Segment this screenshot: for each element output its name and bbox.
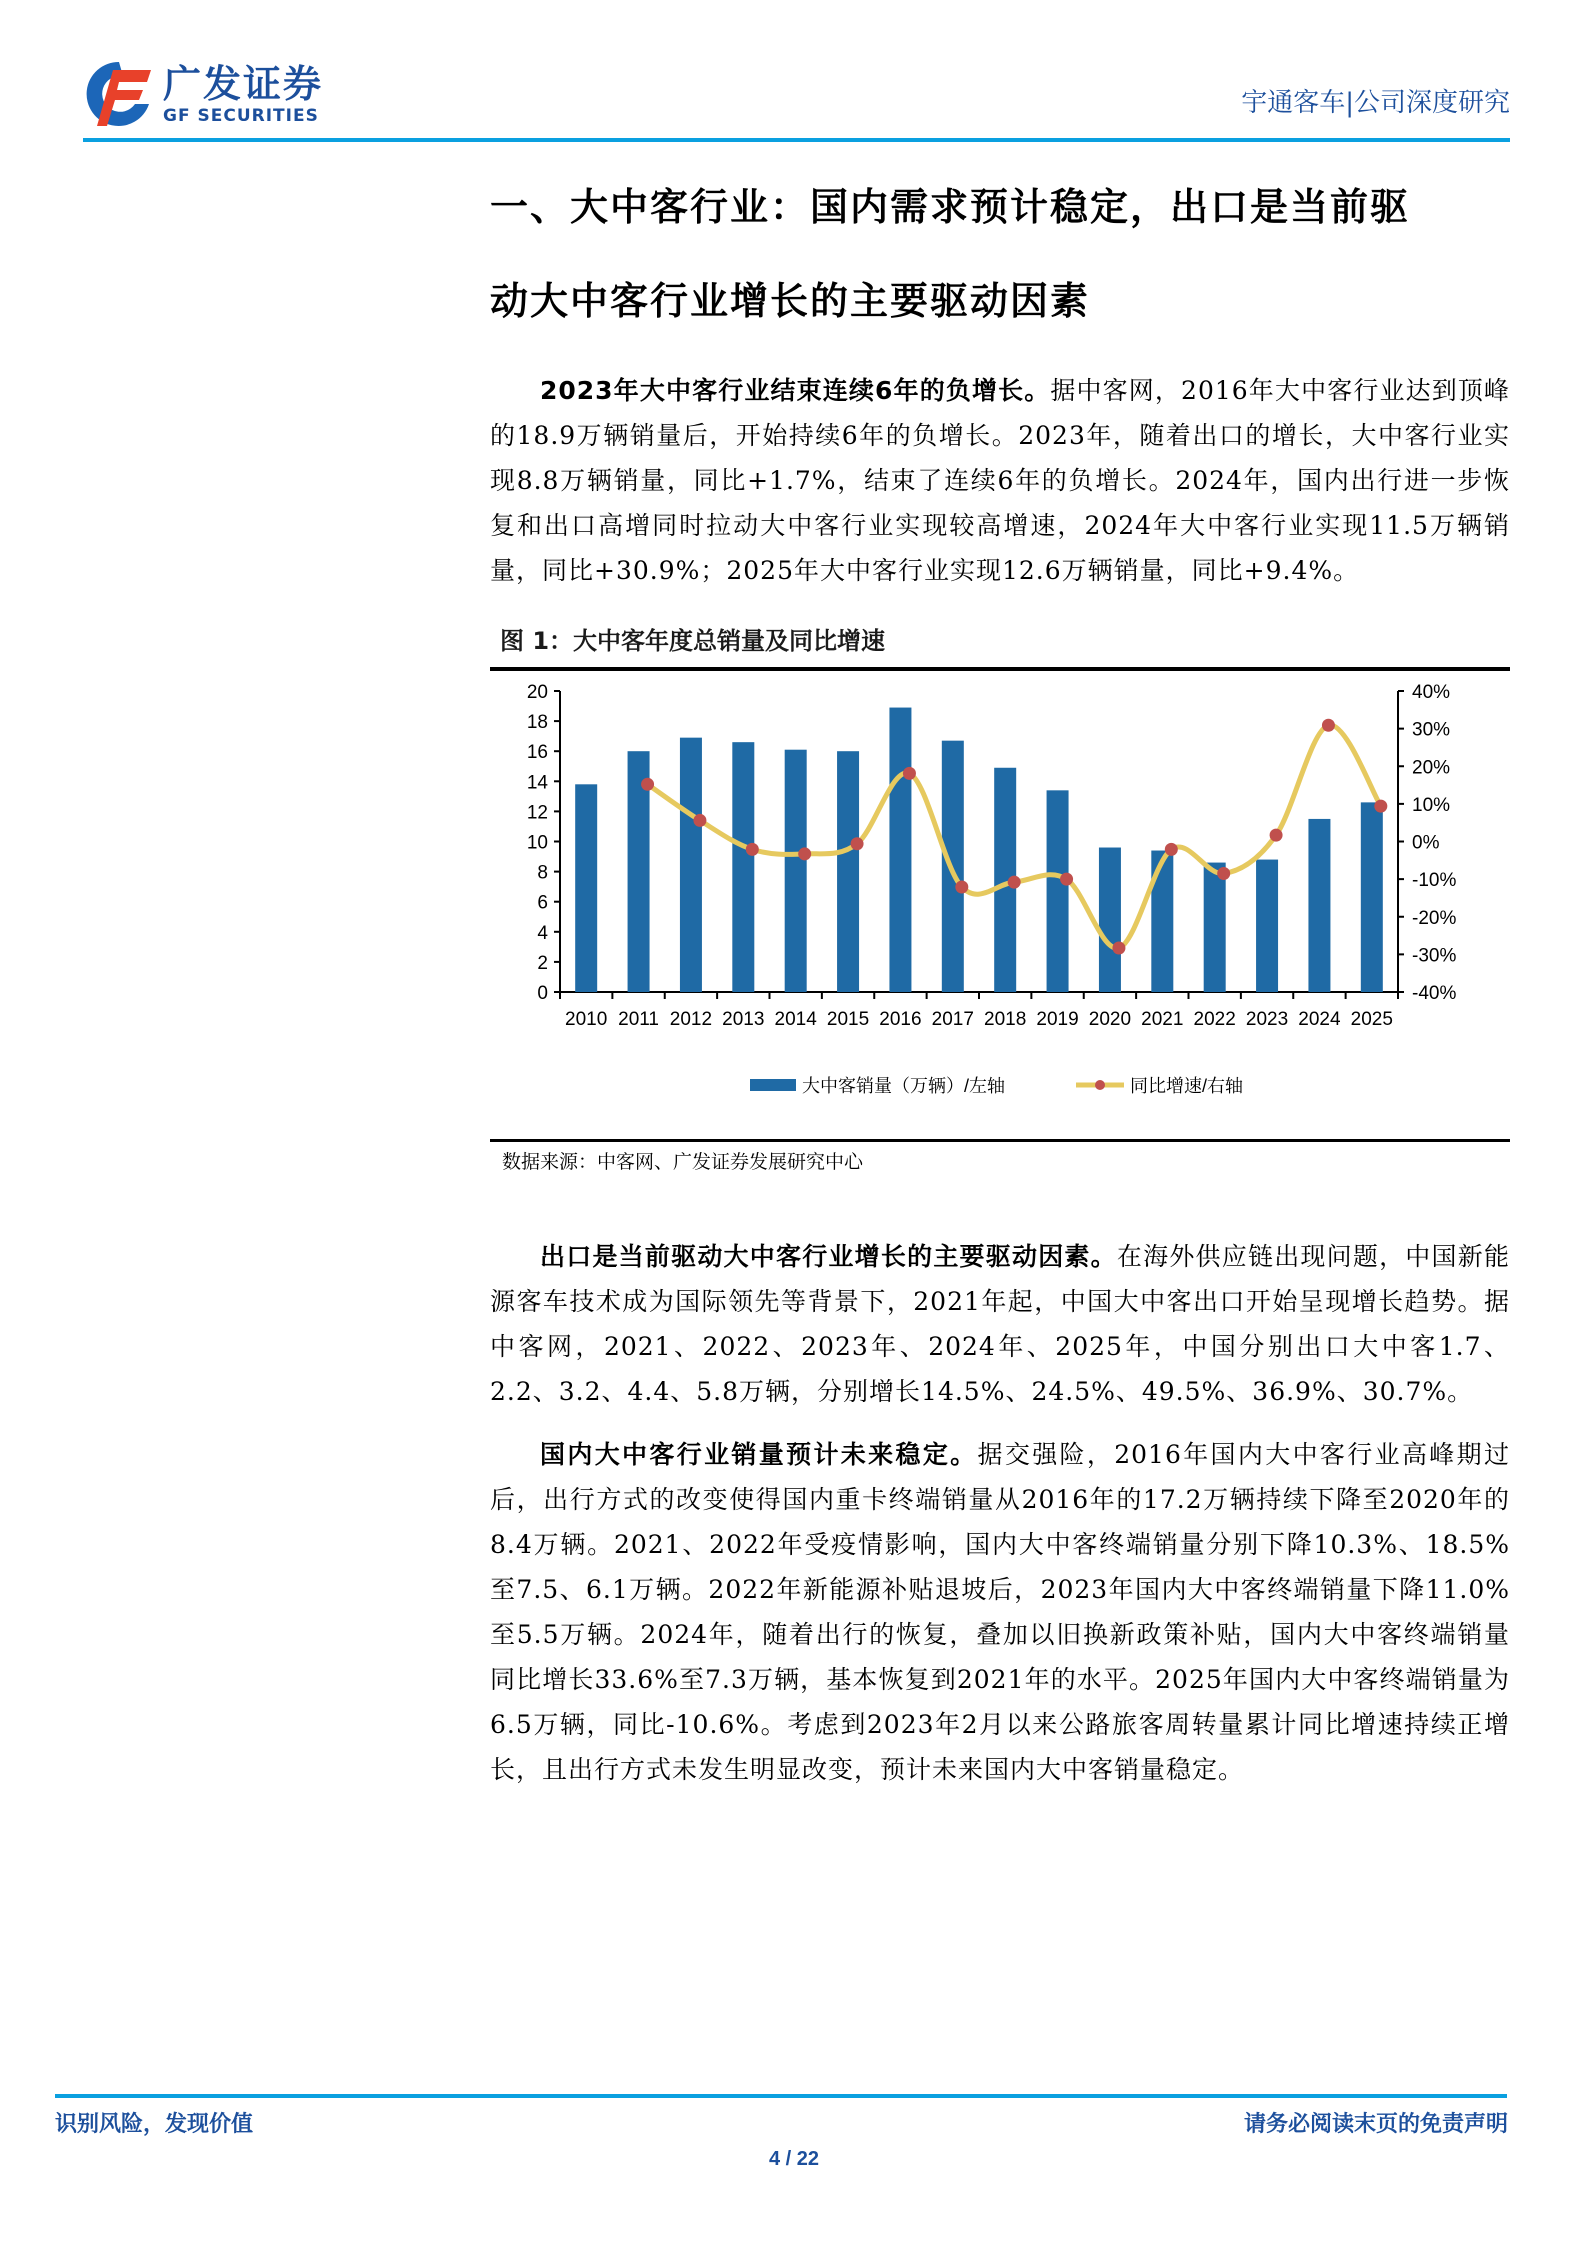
bar-sales <box>1361 802 1383 992</box>
growth-marker <box>1322 719 1335 732</box>
right-axis-tick: -40% <box>1412 983 1457 1004</box>
paragraph-body: 据中客网，2016年大中客行业达到顶峰的18.9万辆销量后，开始持续6年的负增长。2023年，随着出口的增长，大中客行业实现8.8万辆销量，同比+1.7%，结束了连续6年的负增长。2024年，国内出行进一步恢复和出口高增同时拉动大中客行业实现较高增速，2024年大中客行业实现11.5万辆销量，同比+30.9%；2025年大中客行业实现12.6万辆销量，同比+9.4%。 <box>490 376 1510 585</box>
bar-sales <box>889 708 911 992</box>
x-axis-tick: 2018 <box>984 1009 1027 1030</box>
growth-marker <box>1165 843 1178 856</box>
bar-sales <box>1256 860 1278 992</box>
header-divider <box>83 138 1510 142</box>
left-axis-tick: 18 <box>526 712 548 734</box>
right-axis-tick: 0% <box>1412 832 1440 854</box>
growth-marker <box>955 881 968 894</box>
growth-marker <box>903 767 916 780</box>
growth-marker <box>746 843 759 856</box>
left-axis-tick: 4 <box>537 922 548 944</box>
growth-marker <box>1270 829 1283 842</box>
growth-marker <box>1060 873 1073 886</box>
footer-divider <box>55 2094 1507 2098</box>
left-axis-tick: 14 <box>526 772 548 794</box>
growth-marker <box>798 847 811 860</box>
paragraph-lead: 出口是当前驱动大中客行业增长的主要驱动因素。 <box>540 1242 1117 1271</box>
left-axis-tick: 10 <box>526 832 548 854</box>
left-axis-tick: 20 <box>526 682 548 703</box>
x-axis-tick: 2022 <box>1193 1009 1236 1030</box>
x-axis-tick: 2012 <box>669 1009 713 1030</box>
growth-marker <box>1217 867 1230 880</box>
gf-securities-logo <box>83 58 323 130</box>
growth-marker <box>1112 941 1125 954</box>
left-axis-tick: 8 <box>537 862 548 884</box>
section-title-line2: 动大中客行业增长的主要驱动因素 <box>490 278 1091 323</box>
gf-logo-icon <box>83 58 155 130</box>
x-axis-tick: 2014 <box>774 1009 817 1030</box>
footer-slogan: 识别风险，发现价值 <box>55 2112 254 2137</box>
legend-line-label: 同比增速/右轴 <box>1130 1076 1244 1096</box>
figure-title: 图 1：大中客年度总销量及同比增速 <box>500 627 886 655</box>
paragraph-industry-recovery <box>490 368 1510 593</box>
chart-canvas <box>490 671 1510 1139</box>
right-axis-tick: 20% <box>1412 757 1451 779</box>
report-label: 宇通客车|公司深度研究 <box>1241 88 1510 118</box>
right-axis-tick: -30% <box>1412 945 1457 967</box>
page-header <box>83 52 1510 132</box>
left-axis-tick: 0 <box>537 983 548 1004</box>
left-axis-tick: 6 <box>537 892 548 914</box>
growth-marker <box>1008 876 1021 889</box>
right-axis-tick: 10% <box>1412 794 1451 816</box>
bar-sales <box>1204 863 1226 992</box>
paragraph-export-driver <box>490 1234 1510 1414</box>
x-axis-tick: 2025 <box>1350 1009 1393 1030</box>
x-axis-tick: 2020 <box>1088 1009 1132 1030</box>
legend-bar-label: 大中客销量（万辆）/左轴 <box>802 1076 1005 1096</box>
bar-sales <box>1047 790 1069 992</box>
footer-disclaimer-link[interactable]: 请务必阅读末页的免责声明 <box>1243 2112 1508 2137</box>
right-axis-tick: -20% <box>1412 907 1457 929</box>
growth-marker <box>693 814 706 827</box>
bar-sales <box>732 742 754 992</box>
growth-marker <box>641 778 654 791</box>
x-axis-tick: 2010 <box>565 1009 608 1030</box>
figure-source: 数据来源：中客网、广发证券发展研究中心 <box>502 1151 864 1173</box>
paragraph-lead: 2023年大中客行业结束连续6年的负增长。 <box>540 376 1051 405</box>
x-axis-tick: 2011 <box>618 1009 659 1030</box>
left-axis-tick: 12 <box>526 802 548 824</box>
growth-marker <box>851 837 864 850</box>
main-content <box>490 160 1510 1792</box>
section-title <box>490 160 1510 348</box>
x-axis-tick: 2017 <box>931 1009 974 1030</box>
right-axis-tick: 30% <box>1412 719 1451 741</box>
bar-sales <box>1099 848 1121 992</box>
paragraph-lead: 国内大中客行业销量预计未来稳定。 <box>540 1440 978 1469</box>
section-title-line1: 一、大中客行业：国内需求预计稳定，出口是当前驱 <box>490 184 1411 229</box>
growth-marker <box>1374 800 1387 813</box>
paragraph-domestic-stable <box>490 1432 1510 1792</box>
x-axis-tick: 2015 <box>826 1009 870 1030</box>
bar-sales <box>785 750 807 992</box>
page-number: 4 / 22 <box>768 2148 820 2170</box>
paragraph-body: 据交强险，2016年国内大中客行业高峰期过后，出行方式的改变使得国内重卡终端销量从2016年的17.2万辆持续下降至2020年的8.4万辆。2021、2022年受疫情影响，国内大中客终端销量分别下降10.3%、18.5%至7.5、6.1万辆。2022年新能源补贴退坡后，2023年国内大中客终端销量下降11.0%至5.5万辆。2024年，随着出行的恢复，叠加以旧换新政策补贴，国内大中客终端销量同比增长33.6%至7.3万辆，基本恢复到2021年的水平。2025年国内大中客终端销量为6.5万辆，同比-10.6%。考虑到2023年2月以来公路旅客周转量累计同比增速持续正增长，且出行方式未发生明显改变，预计未来国内大中客销量稳定。 <box>490 1440 1510 1784</box>
bar-sales <box>680 738 702 992</box>
left-axis-tick: 2 <box>537 952 548 974</box>
bar-sales <box>575 784 597 992</box>
x-axis-tick: 2021 <box>1141 1009 1184 1030</box>
left-axis-tick: 16 <box>526 742 548 764</box>
right-axis-tick: 40% <box>1412 682 1451 703</box>
x-axis-tick: 2024 <box>1298 1009 1341 1030</box>
x-axis-tick: 2013 <box>722 1009 765 1030</box>
x-axis-tick: 2023 <box>1245 1009 1289 1030</box>
bar-sales <box>1308 819 1330 992</box>
paragraph-body: 在海外供应链出现问题，中国新能源客车技术成为国际领先等背景下，2021年起，中国大中客出口开始呈现增长趋势。据中客网，2021、2022、2023年、2024年、2025年，中国分别出口大中客1.7、2.2、3.2、4.4、5.8万辆，分别增长14.5%、24.5%、49.5%、36.9%、30.7%。 <box>490 1242 1510 1406</box>
logo-chinese-name: 广发证券 <box>163 62 324 106</box>
bar-sales <box>837 751 859 992</box>
x-axis-tick: 2019 <box>1036 1009 1079 1030</box>
logo-english-name: GF SECURITIES <box>163 106 319 126</box>
x-axis-tick: 2016 <box>879 1009 922 1030</box>
right-axis-tick: -10% <box>1412 870 1457 892</box>
legend-bar-swatch <box>750 1079 796 1091</box>
sales-growth-chart <box>490 671 1510 1139</box>
